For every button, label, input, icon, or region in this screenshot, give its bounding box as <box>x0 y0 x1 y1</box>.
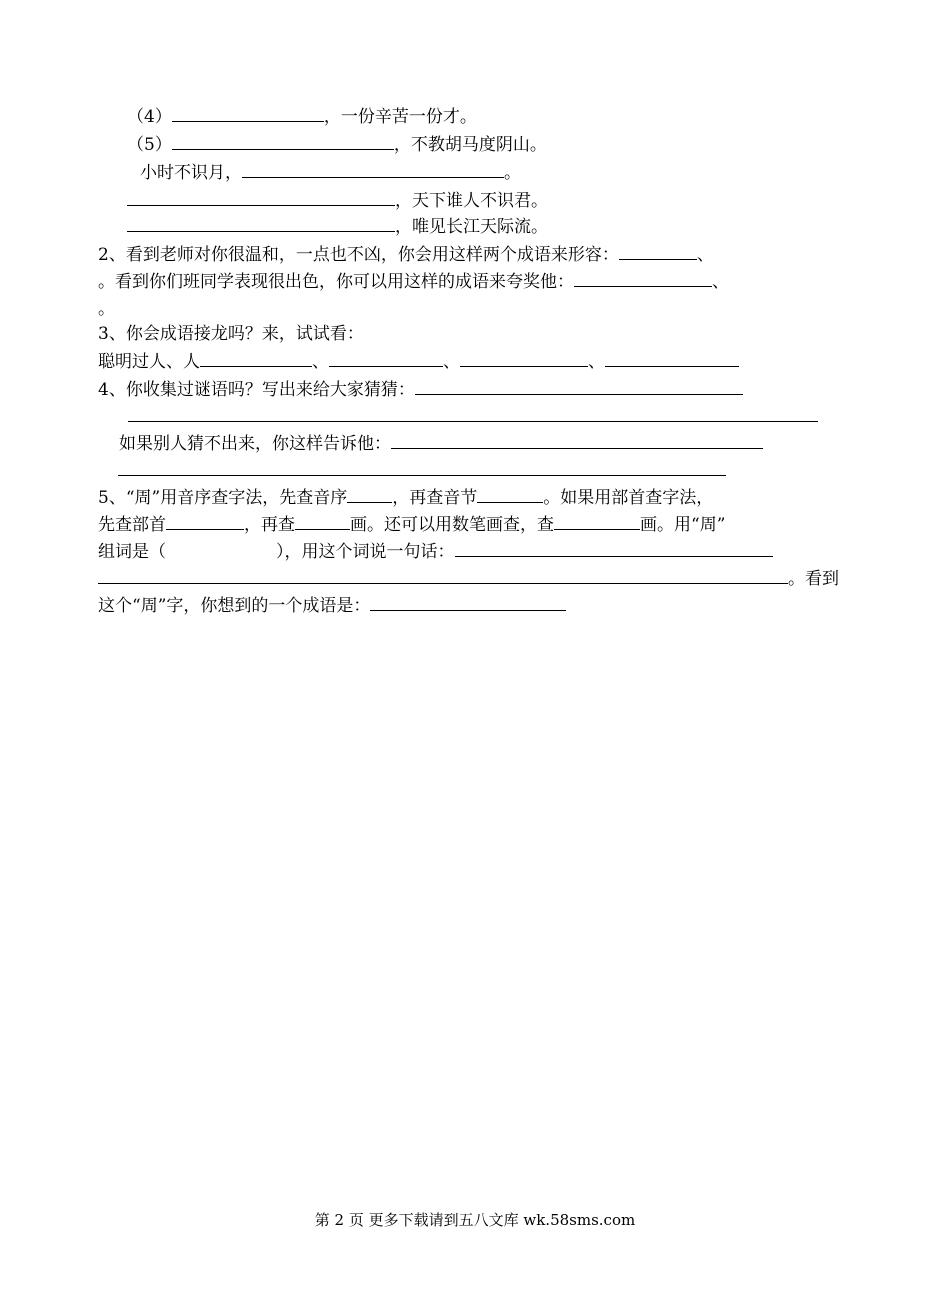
question-text: ，再查 <box>244 515 295 535</box>
question-text: 这个“周”字，你想到的一个成语是： <box>98 596 371 616</box>
question-5-line-3 <box>98 539 773 565</box>
answer-blank[interactable] <box>370 593 566 611</box>
separator: 、 <box>712 272 729 292</box>
poem-text: ，天下谁人不识君。 <box>395 191 548 211</box>
period: 。 <box>98 299 115 319</box>
answer-blank[interactable] <box>460 349 588 367</box>
answer-blank[interactable] <box>415 377 743 395</box>
question-text: 4、你收集过谜语吗？写出来给大家猜猜： <box>98 380 415 400</box>
poem-text: ，唯见长江天际流。 <box>395 217 548 237</box>
question-2-line-1 <box>98 242 714 268</box>
line-5-poem <box>127 132 547 158</box>
question-text: 3、你会成语接龙吗？来，试试看： <box>98 324 364 344</box>
chain-start: 聪明过人、人 <box>98 352 200 372</box>
answer-blank[interactable] <box>172 132 394 150</box>
answer-blank[interactable] <box>200 349 312 367</box>
question-text: ），用这个词说一句话： <box>276 542 455 562</box>
answer-blank[interactable] <box>98 566 788 584</box>
item-number: （4） <box>127 107 172 127</box>
question-text: 。看到 <box>788 569 839 589</box>
question-text: 如果别人猜不出来，你这样告诉他： <box>119 434 391 454</box>
answer-blank[interactable] <box>619 242 697 260</box>
page-footer: 第 2 页 更多下载请到五八文库 wk.58sms.com <box>314 1211 636 1229</box>
question-text: 画。还可以用数笔画查，查 <box>350 515 554 535</box>
question-3-title <box>98 321 364 347</box>
answer-blank[interactable] <box>554 512 640 530</box>
question-4-answer-line <box>128 404 818 430</box>
poem-text: ，不教胡马度阴山。 <box>393 135 547 155</box>
answer-blank[interactable] <box>347 485 392 503</box>
answer-blank[interactable] <box>574 269 712 287</box>
separator: 、 <box>696 245 714 265</box>
separator: 、 <box>443 352 460 372</box>
answer-blank[interactable] <box>295 512 350 530</box>
question-4-hint <box>119 431 763 457</box>
answer-blank[interactable] <box>391 431 763 449</box>
answer-blank[interactable] <box>242 160 504 178</box>
question-text: 。如果用部首查字法， <box>543 488 714 508</box>
answer-blank[interactable] <box>128 404 818 422</box>
separator: 、 <box>588 352 605 372</box>
question-3-chain <box>98 349 739 375</box>
question-text: 2、看到老师对你很温和，一点也不凶，你会用这样两个成语来形容： <box>98 245 619 265</box>
question-text: 5、“周”用音序查字法，先查音序 <box>98 488 348 508</box>
poem-line-friend <box>127 188 548 214</box>
answer-blank[interactable] <box>605 349 739 367</box>
answer-blank[interactable] <box>172 104 324 122</box>
question-text: 。看到你们班同学表现很出色，你可以用这样的成语来夸奖他： <box>98 272 574 292</box>
answer-blank[interactable] <box>329 349 443 367</box>
question-5-line-2 <box>98 512 725 538</box>
answer-blank[interactable] <box>166 512 244 530</box>
item-number: （5） <box>127 135 172 155</box>
poem-line-river <box>127 214 548 240</box>
question-text: ，再查音节 <box>392 488 478 508</box>
poem-text: 小时不识月， <box>140 163 242 183</box>
question-4-title <box>98 377 743 403</box>
question-5-line-4 <box>98 566 839 592</box>
proverb-text: ，一份辛苦一份才。 <box>323 107 477 127</box>
answer-blank[interactable] <box>477 485 543 503</box>
question-2-line-3 <box>98 296 115 322</box>
question-text: 画。用“周” <box>640 515 726 535</box>
answer-blank[interactable] <box>455 539 773 557</box>
question-text: 组词是（ <box>98 542 166 562</box>
poem-line-moon <box>140 160 521 186</box>
answer-blank[interactable] <box>118 458 726 476</box>
question-5-line-1 <box>98 485 713 511</box>
question-text: 先查部首 <box>98 515 166 535</box>
question-4-hint-line <box>118 458 726 484</box>
poem-end: 。 <box>504 163 521 183</box>
question-2-line-2 <box>98 269 729 295</box>
line-4-proverb <box>127 104 477 130</box>
question-5-line-5 <box>98 593 566 619</box>
separator: 、 <box>312 352 329 372</box>
answer-blank[interactable] <box>127 188 395 206</box>
answer-blank[interactable] <box>127 214 395 232</box>
